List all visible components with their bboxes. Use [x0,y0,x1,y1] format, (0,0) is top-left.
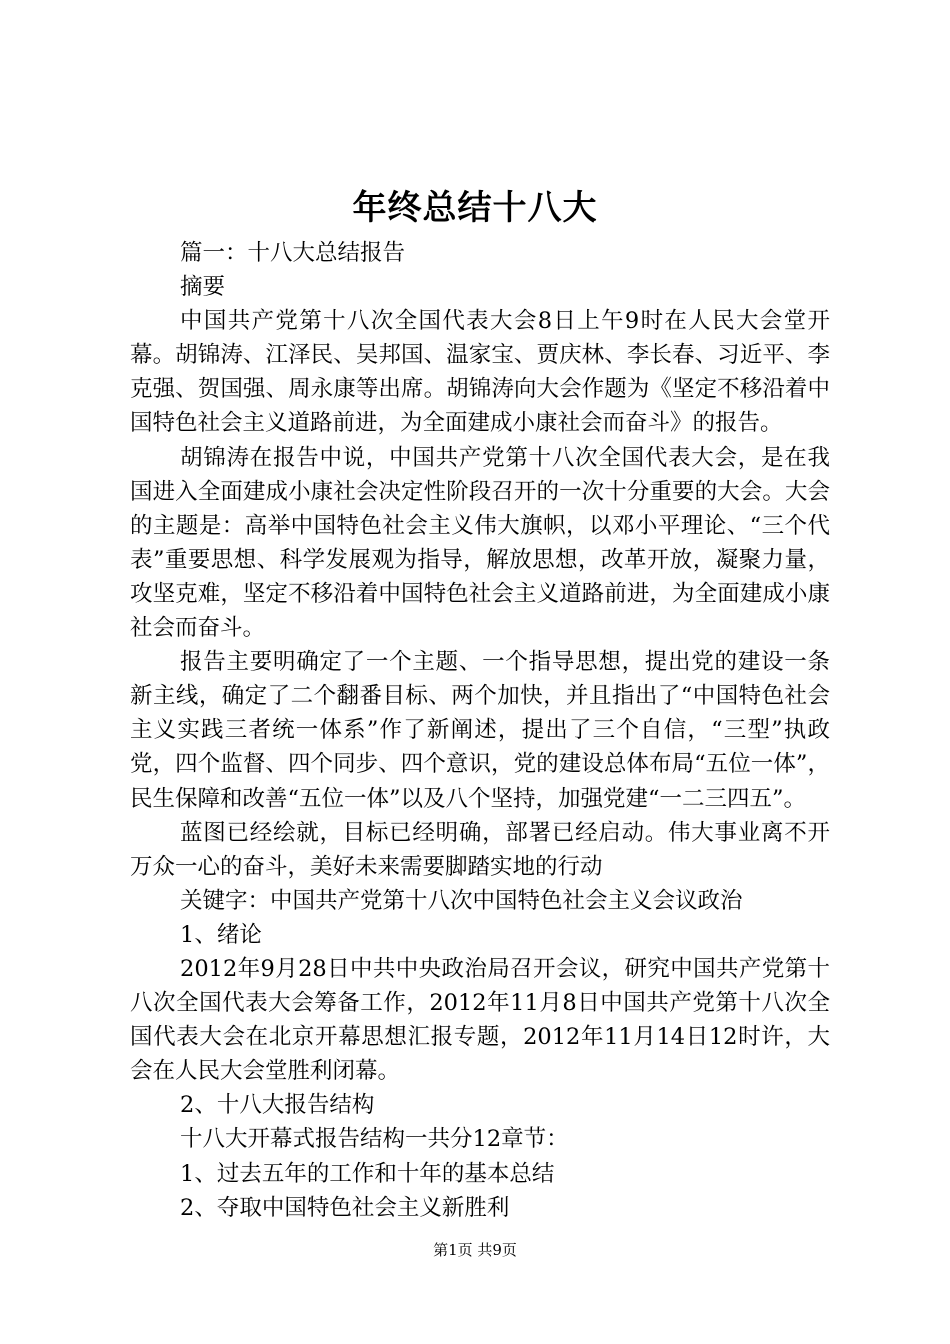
list-item: 2、夺取中国特色社会主义新胜利 [180,1194,510,1221]
paragraph-heading: 1、绪论 [180,921,262,948]
list-item: 1、过去五年的工作和十年的基本总结 [180,1160,555,1187]
paragraph: 蓝图已经绘就，目标已经明确，部署已经启动。伟大事业离不开万众一心的奋斗，美好未来需要脚踏实地的行动 [130,819,830,880]
document-body [130,236,830,1225]
paragraph-heading: 2、十八大报告结构 [180,1092,375,1119]
paragraph: 胡锦涛在报告中说，中国共产党第十八次全国代表大会，是在我国进入全面建成小康社会决定性阶段召开的一次十分重要的大会。大会的主题是：高举中国特色社会主义伟大旗帜，以邓小平理论、“三个代表”重要思想、科学发展观为指导，解放思想，改革开放，凝聚力量，攻坚克难，坚定不移沿着中国特色社会主义道路前进，为全面建成小康社会而奋斗。 [130,444,830,642]
document-title: 年终总结十八大 [352,188,598,228]
paragraph-keywords: 关键字：中国共产党第十八次中国特色社会主义会议政治 [180,887,743,914]
paragraph: 十八大开幕式报告结构一共分12章节： [180,1126,569,1153]
page-footer: 第1页 共9页 [433,1241,517,1259]
paragraph-section-heading: 篇一：十八大总结报告 [180,240,406,266]
paragraph: 报告主要明确定了一个主题、一个指导思想，提出党的建设一条新主线，确定了二个翻番目标、两个加快，并且指出了“中国特色社会主义实践三者统一体系”作了新阐述，提出了三个自信，“三型”执政党，四个监督、四个同步、四个意识，党的建设总体布局“五位一体”，民生保障和改善“五位一体”以及八个坚持，加强党建“一二三四五”。 [130,649,830,812]
paragraph: 中国共产党第十八次全国代表大会8日上午9时在人民大会堂开幕。胡锦涛、江泽民、吴邦国、温家宝、贾庆林、李长春、习近平、李克强、贺国强、周永康等出席。胡锦涛向大会作题为《坚定不移沿着中国特色社会主义道路前进，为全面建成小康社会而奋斗》的报告。 [130,308,830,437]
paragraph-abstract-label: 摘要 [180,274,226,301]
paragraph: 2012年9月28日中共中央政治局召开会议，研究中国共产党第十八次全国代表大会筹备工作，2012年11月8日中国共产党第十八次全国代表大会在北京开幕思想汇报专题，2012年11月14日12时许，大会在人民大会堂胜利闭幕。 [130,955,830,1085]
